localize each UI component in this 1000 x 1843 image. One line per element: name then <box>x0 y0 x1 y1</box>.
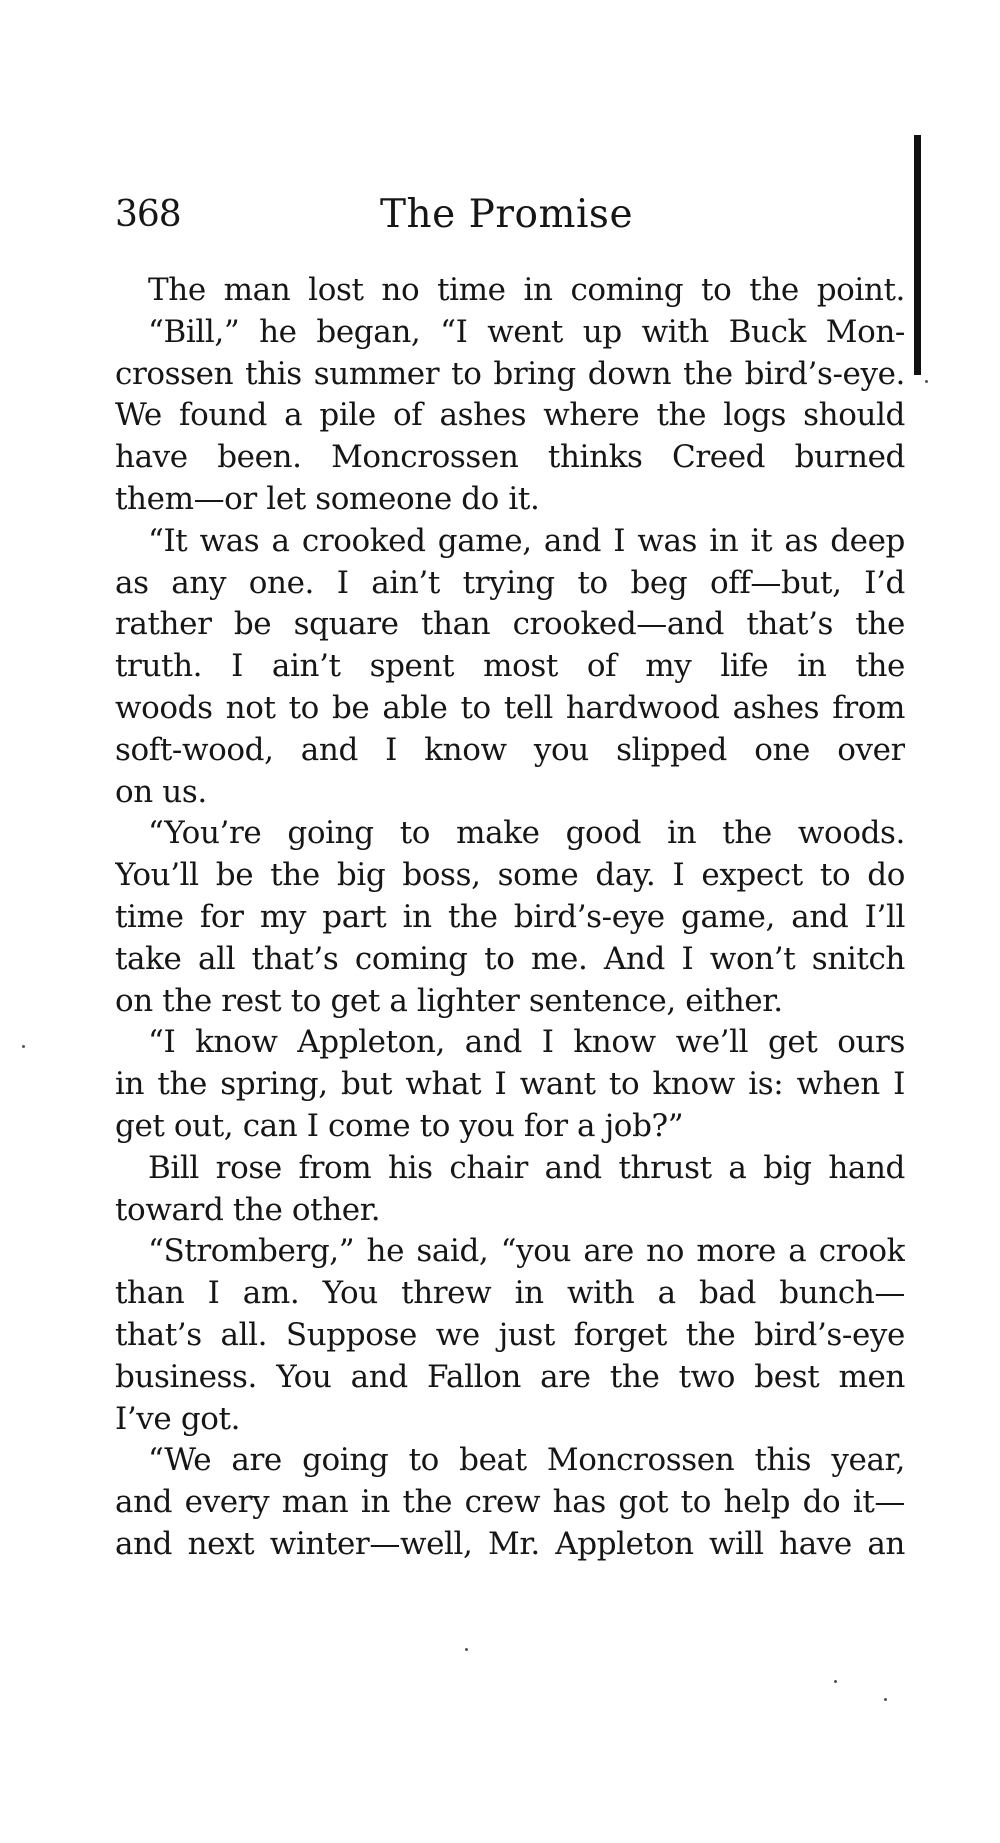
text-line: “We are going to beat Moncrossen this year, <box>148 1442 905 1479</box>
scan-speck <box>834 1680 837 1683</box>
text-line: Bill rose from his chair and thrust a big hand <box>148 1149 905 1186</box>
text-line: business. You and Fallon are the two best men <box>115 1358 905 1395</box>
running-title: The Promise <box>380 192 634 237</box>
text-line: You’ll be the big boss, some day. I expect to do <box>115 857 905 894</box>
scan-speck <box>925 380 928 383</box>
text-line: soft-wood, and I know you slipped one over <box>115 731 905 768</box>
text-line: woods not to be able to tell hardwood ashes from <box>115 689 905 726</box>
text-line: than I am. You threw in with a bad bunch— <box>115 1275 905 1312</box>
text-line: on the rest to get a lighter sentence, either. <box>115 982 783 1019</box>
text-line: The man lost no time in coming to the point. <box>148 272 905 308</box>
text-line: time for my part in the bird’s-eye game, and I’ll <box>115 898 905 935</box>
text-line: “Bill,” he began, “I went up with Buck Mon- <box>148 313 905 350</box>
text-line: “It was a crooked game, and I was in it as deep <box>148 522 905 559</box>
body-text <box>115 270 905 1566</box>
text-line: have been. Moncrossen thinks Creed burned <box>115 439 905 476</box>
text-line: as any one. I ain’t trying to beg off—but, I’d <box>115 564 905 601</box>
scan-speck <box>465 1648 468 1651</box>
scan-speck <box>884 1698 887 1701</box>
text-line: on us. <box>115 773 207 810</box>
page-header <box>115 185 905 245</box>
scan-speck <box>22 1045 25 1048</box>
text-line: “You’re going to make good in the woods. <box>148 815 905 852</box>
text-line: I’ve got. <box>115 1400 241 1437</box>
text-line: crossen this summer to bring down the bird’s-eye. <box>115 355 905 392</box>
margin-rule <box>914 135 921 375</box>
text-line: rather be square than crooked—and that’s the <box>115 606 905 643</box>
text-line: “I know Appleton, and I know we’ll get ours <box>148 1024 905 1061</box>
text-line: take all that’s coming to me. And I won’t snitch <box>115 940 905 977</box>
text-line: “Stromberg,” he said, “you are no more a crook <box>148 1233 905 1270</box>
text-line: in the spring, but what I want to know is: when I <box>115 1066 905 1103</box>
text-line: that’s all. Suppose we just forget the bird’s-eye <box>115 1316 905 1353</box>
page-number: 368 <box>115 194 181 235</box>
text-line: get out, can I come to you for a job?” <box>115 1107 684 1144</box>
text-line: and next winter—well, Mr. Appleton will have an <box>115 1525 905 1562</box>
text-line: truth. I ain’t spent most of my life in the <box>115 648 905 685</box>
text-line: We found a pile of ashes where the logs should <box>115 397 905 434</box>
text-line: them—or let someone do it. <box>115 480 540 517</box>
text-line: and every man in the crew has got to help do it— <box>115 1484 905 1521</box>
text-line: toward the other. <box>115 1191 381 1228</box>
